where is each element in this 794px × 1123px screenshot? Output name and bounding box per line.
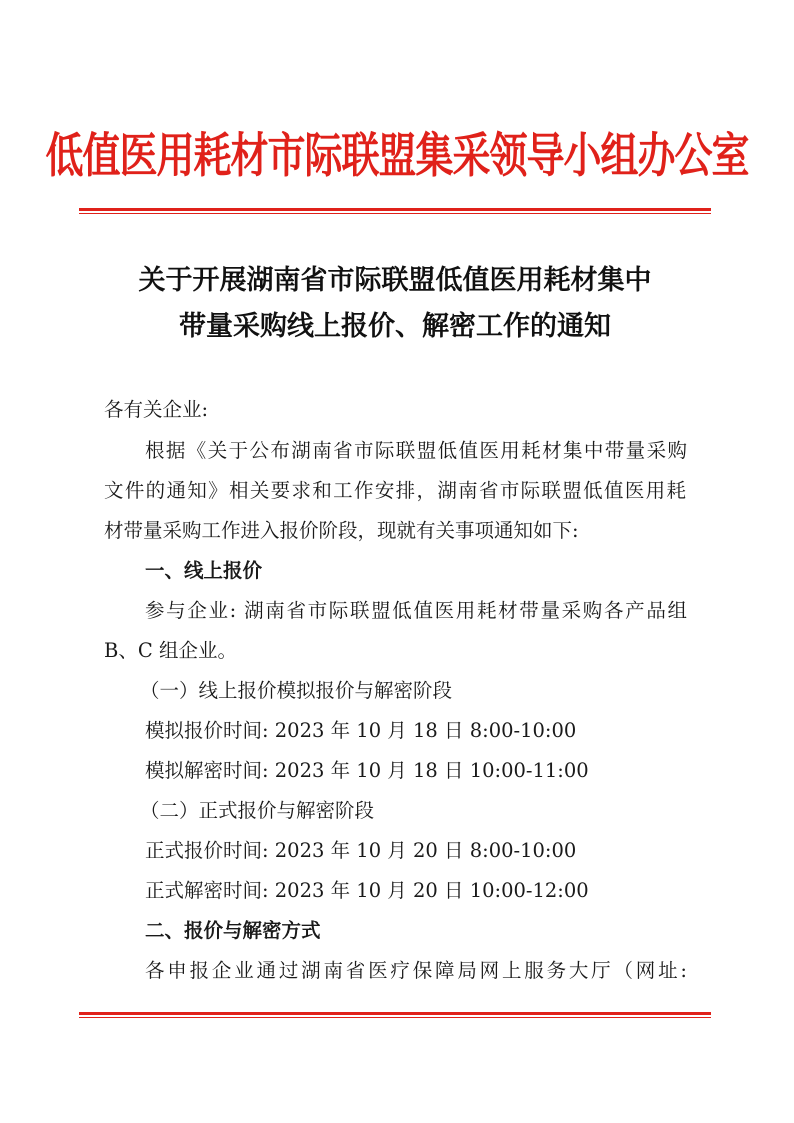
formal-decrypt-time: 正式解密时间: 2023 年 10 月 20 日 10:00-12:00: [145, 879, 589, 902]
section-2-line-1: 各申报企业通过湖南省医疗保障局网上服务大厅（网址:: [145, 959, 687, 982]
footer-divider: [79, 1012, 711, 1018]
sim-quote-time: 模拟报价时间: 2023 年 10 月 18 日 8:00-10:00: [145, 719, 577, 742]
section-2-heading: 二、报价与解密方式: [145, 919, 321, 942]
subsection-2-heading: （二）正式报价与解密阶段: [140, 799, 375, 822]
document-title-line-1: 关于开展湖南省市际联盟低值医用耗材集中: [138, 265, 652, 296]
intro-line-1: 根据《关于公布湖南省市际联盟低值医用耗材集中带量采购: [145, 439, 687, 462]
office-header-title: 低值医用耗材市际联盟集采领导小组办公室: [45, 128, 749, 183]
intro-line-3: 材带量采购工作进入报价阶段，现就有关事项通知如下:: [104, 519, 579, 542]
document-title-line-2: 带量采购线上报价、解密工作的通知: [179, 311, 611, 342]
header-divider: [79, 208, 711, 214]
formal-quote-time: 正式报价时间: 2023 年 10 月 20 日 8:00-10:00: [145, 839, 577, 862]
intro-line-2: 文件的通知》相关要求和工作安排，湖南省市际联盟低值医用耗: [104, 479, 686, 502]
salutation: 各有关企业:: [104, 398, 209, 421]
participants-line-1: 参与企业: 湖南省市际联盟低值医用耗材带量采购各产品组: [145, 599, 687, 622]
section-1-heading: 一、线上报价: [145, 559, 263, 582]
sim-decrypt-time: 模拟解密时间: 2023 年 10 月 18 日 10:00-11:00: [145, 759, 589, 782]
participants-line-2: B、C 组企业。: [104, 639, 237, 662]
subsection-1-heading: （一）线上报价模拟报价与解密阶段: [140, 679, 453, 702]
